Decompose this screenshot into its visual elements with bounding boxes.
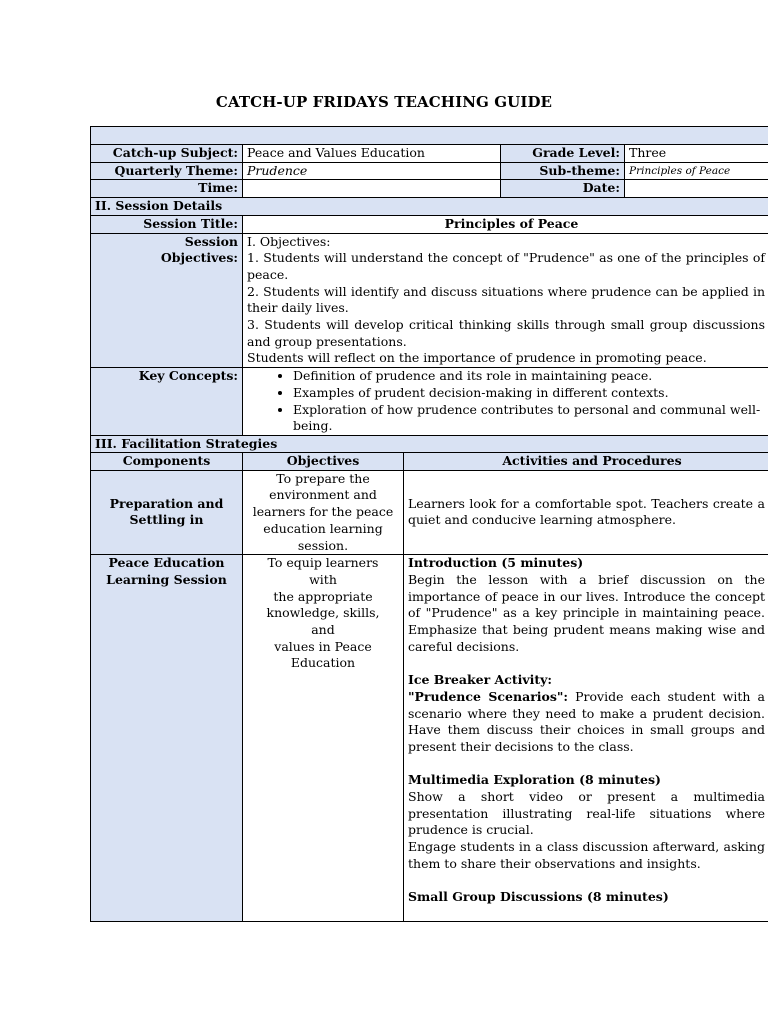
learning-session-activities xyxy=(404,555,768,922)
session-objectives-row xyxy=(91,233,768,368)
session-details-heading: II. Session Details xyxy=(91,198,768,216)
col-objectives-header: Objectives xyxy=(243,453,404,471)
preparation-objective: To prepare the environment and learners for the peace education learning session. xyxy=(243,470,404,555)
icebreaker-text: Provide each student with a scenario where they need to make a prudent decision. Have them discuss their choices in small groups and present their decisions to the class. xyxy=(408,688,765,754)
date-label: Date: xyxy=(501,180,625,198)
subject-label: Catch-up Subject: xyxy=(91,145,243,163)
session-objectives-label xyxy=(91,233,243,368)
objective-item: Students will reflect on the importance of prudence in promoting peace. xyxy=(247,350,707,366)
subtheme-label: Sub-theme: xyxy=(501,162,625,180)
preparation-activities: Learners look for a comfortable spot. Teachers create a quiet and conducive learning atmosphere. xyxy=(404,470,768,555)
header-table xyxy=(90,126,768,454)
session-details-heading-row xyxy=(91,198,768,216)
col-activities-header: Activities and Procedures xyxy=(404,453,768,471)
header-top-band xyxy=(91,127,768,145)
key-concepts-list xyxy=(247,368,765,435)
preparation-row xyxy=(91,470,768,555)
document-title: CATCH-UP FRIDAYS TEACHING GUIDE xyxy=(215,93,553,111)
facilitation-heading-row xyxy=(91,435,768,453)
facilitation-table xyxy=(90,452,768,922)
facilitation-heading: III. Facilitation Strategies xyxy=(91,435,768,453)
objective-line: and xyxy=(311,622,335,638)
small-group-heading: Small Group Discussions (8 minutes) xyxy=(408,889,669,905)
objective-line: Education xyxy=(290,655,356,671)
objective-line: with xyxy=(309,571,337,587)
grade-label: Grade Level: xyxy=(501,145,625,163)
time-row xyxy=(91,180,768,198)
objectives-label-line1: Session xyxy=(184,233,238,249)
session-title-row xyxy=(91,215,768,233)
key-concept-item: • Exploration of how prudence contributes to personal and communal well-being. xyxy=(293,402,765,435)
theme-label: Quarterly Theme: xyxy=(91,162,243,180)
icebreaker-heading: Ice Breaker Activity: xyxy=(408,672,553,688)
learning-session-objective xyxy=(243,555,404,922)
key-concept-item: • Examples of prudent decision-making in different contexts. xyxy=(293,385,765,402)
icebreaker-paragraph xyxy=(408,689,765,756)
session-objectives-content xyxy=(243,233,768,368)
key-concepts-label: Key Concepts: xyxy=(91,368,243,436)
objective-line: knowledge, skills, xyxy=(266,605,380,621)
intro-heading: Introduction (5 minutes) xyxy=(408,555,584,571)
objectives-label-line2: Objectives: xyxy=(160,250,238,266)
date-value xyxy=(625,180,768,198)
top-band-cell xyxy=(91,127,768,145)
grade-value: Three xyxy=(625,145,768,163)
time-value xyxy=(243,180,501,198)
subtheme-value: Principles of Peace xyxy=(625,162,768,180)
facilitation-header-row xyxy=(91,453,768,471)
col-components-header: Components xyxy=(91,453,243,471)
learning-session-component: Peace Education Learning Session xyxy=(91,555,243,922)
intro-text: Begin the lesson with a brief discussion on the importance of peace in our lives. Introduce the concept of "Prudence" as a key principle in maintaining peace. Emphasize that being prudent means making wise and careful decisions. xyxy=(408,571,765,654)
objective-item: 2. Students will identify and discuss situations where prudence can be applied in their daily lives. xyxy=(247,283,765,316)
objective-item: 1. Students will understand the concept of "Prudence" as one of the principles of peace. xyxy=(247,250,765,282)
key-concepts-content xyxy=(243,368,768,436)
spacer xyxy=(408,756,765,773)
multimedia-text: Engage students in a class discussion afterward, asking them to share their observations and insights. xyxy=(408,839,765,871)
key-concepts-row xyxy=(91,368,768,436)
objective-line: To equip learners xyxy=(267,555,379,571)
subject-row xyxy=(91,145,768,163)
learning-session-row xyxy=(91,555,768,922)
objectives-heading: I. Objectives: xyxy=(247,233,331,249)
objective-line: values in Peace xyxy=(274,638,372,654)
preparation-component: Preparation and Settling in xyxy=(91,470,243,555)
session-title-label: Session Title: xyxy=(91,215,243,233)
icebreaker-title: "Prudence Scenarios": xyxy=(408,688,569,704)
time-label: Time: xyxy=(91,180,243,198)
key-concept-item: • Definition of prudence and its role in maintaining peace. xyxy=(293,368,765,385)
subject-value: Peace and Values Education xyxy=(243,145,501,163)
spacer xyxy=(408,873,765,890)
theme-row xyxy=(91,162,768,180)
theme-value: Prudence xyxy=(243,162,501,180)
objective-item: 3. Students will develop critical thinking skills through small group discussions and group presentations. xyxy=(247,317,765,349)
session-title-value: Principles of Peace xyxy=(243,215,768,233)
spacer xyxy=(408,655,765,672)
multimedia-heading: Multimedia Exploration (8 minutes) xyxy=(408,772,661,788)
objective-line: the appropriate xyxy=(273,588,373,604)
multimedia-text: Show a short video or present a multimedia presentation illustrating real-life situations where prudence is crucial. xyxy=(408,789,765,838)
